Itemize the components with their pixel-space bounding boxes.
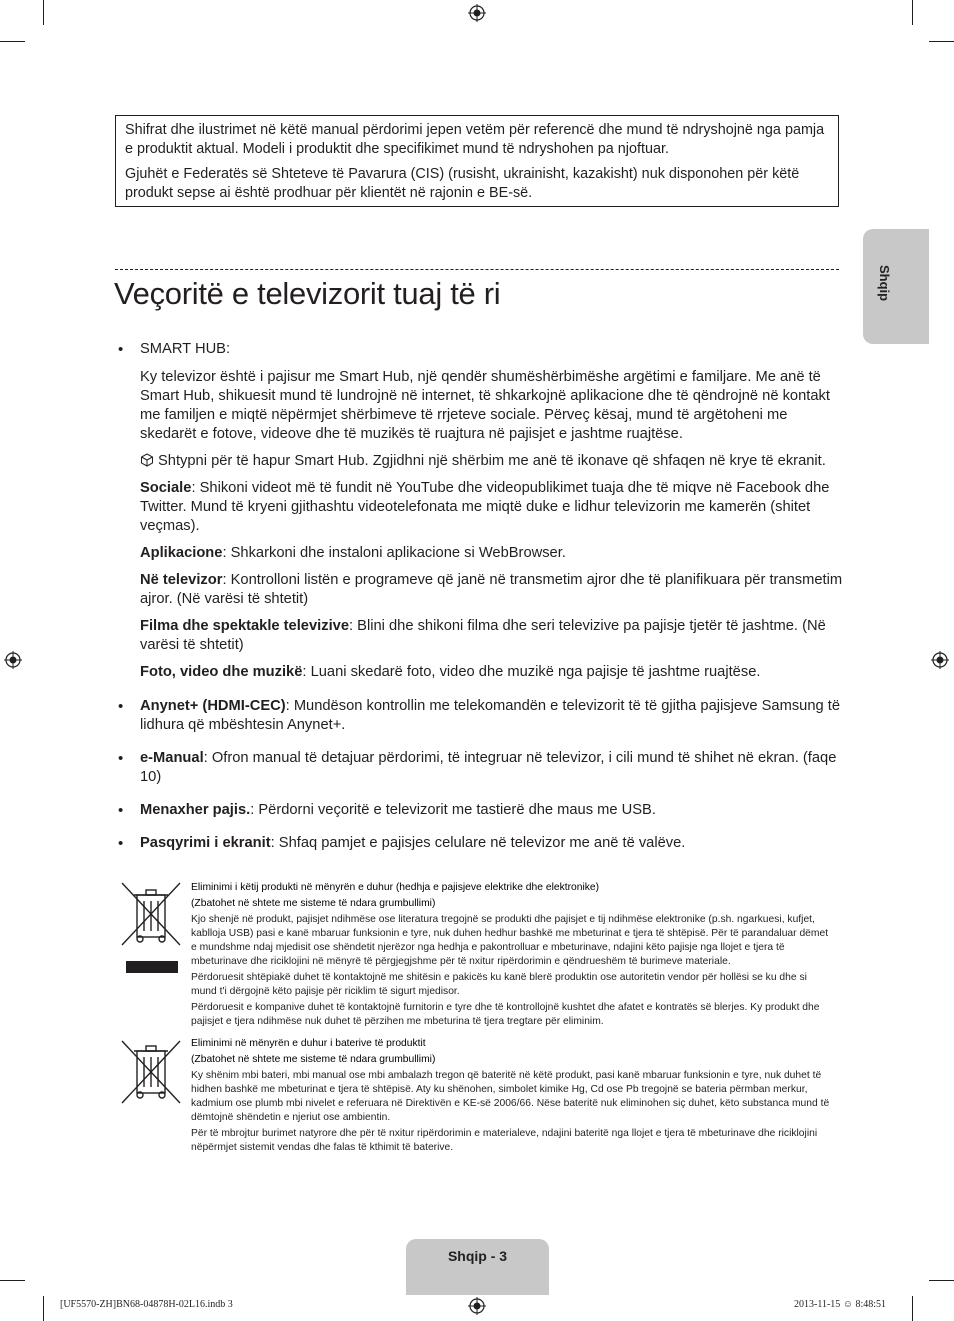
features-list (115, 340, 845, 853)
feature-colon: : (225, 341, 231, 357)
crop-mark (0, 41, 25, 42)
page-number: Shqip - 3 (447, 1248, 508, 1264)
weee-title: Eliminimi i këtij produkti në mënyrën e duhur (hedhja e pajisjeve elektrike dhe elektronike) (191, 882, 600, 893)
weee-battery-section (120, 1037, 840, 1162)
sub-item (140, 663, 845, 682)
notice-box (115, 115, 839, 207)
sub-item (140, 571, 845, 609)
feature-label: SMART HUB (140, 341, 226, 357)
registration-mark-icon (4, 651, 22, 669)
section-divider (115, 269, 839, 270)
smart-hub-icon (140, 453, 154, 467)
feature-label: Pasqyrimi i ekranit (140, 835, 271, 851)
crop-mark (0, 1280, 25, 1281)
weee-paragraph: Për të mbrojtur burimet natyrore dhe për të nxitur ripërdorimin e materialeve, ndajini bateritë nga llojet e tjera të mbeturinave dhe riciklojini nëpërmjet sistemit vendas dhe falas të kthimit të baterive. (191, 1128, 818, 1153)
crop-mark (929, 41, 954, 42)
sub-item (140, 479, 845, 536)
smart-hub-hint (140, 452, 845, 471)
weee-subtitle: (Zbatohet në shtete me sisteme të ndara grumbullimi) (191, 898, 436, 909)
registration-mark-icon (468, 1297, 486, 1315)
side-tab-label: Shqip (877, 265, 892, 302)
crossed-out-bin-icon (120, 881, 182, 977)
weee-product-section (120, 881, 840, 1033)
registration-mark-icon (931, 651, 949, 669)
notice-paragraph: Shifrat dhe ilustrimet në këtë manual përdorimi jepen vetëm për referencë dhe mund të ndryshojnë nga pamja e produktit aktual. Modeli i produktit dhe specifikimet mund të ndryshohen pa njoftuar. (125, 122, 825, 157)
weee-paragraph: Ky shënim mbi bateri, mbi manual ose mbi ambalazh tregon që bateritë në këtë produkt, pasi kanë mbaruar funksionin e tyre, nuk duhet të hidhen bashkë me mbeturinat e tjera të shtëpisë. Aty ku shënohen, simbolet kimike Hg, Cd ose Pb tregojnë se bateria përmban merkur, kadmium ose plumb mbi nivelet e referuara në Direktivën e KE-së 2006/66. Nëse bateritë nuk eliminohen siç duhet, këto substanca mund të dëmtojnë shëndetin e njeriut ose ambientin. (191, 1070, 830, 1123)
crop-mark (929, 1280, 954, 1281)
sub-item-text: : Blini dhe shikoni filma dhe seri televizive pa pajisje tjetër të jashtme. (Në varësi të shtetit) (140, 618, 826, 653)
sub-item-name: Në televizor (140, 572, 223, 588)
notice-paragraph: Gjuhët e Federatës së Shteteve të Pavarura (CIS) (rusisht, ukrainisht, kazakisht) nuk disponohen për këtë produkt sepse ai është prodhuar për klientët në rajonin e BE-së. (125, 166, 800, 201)
hint-text: Shtypni për të hapur Smart Hub. Zgjidhni një shërbim me anë të ikonave që shfaqen në krye të ekranit. (158, 453, 826, 469)
feature-label: Anynet+ (HDMI-CEC) (140, 698, 286, 714)
weee-paragraph: Kjo shenjë në produkt, pajisjet ndihmëse ose literatura tregojnë se produkti dhe pajisjet e tij ndihmëse elektronike (p.sh. ngarkuesi, kufjet, kablloja USB) pasi e kanë mbaruar funksionin e tyre, nuk duhen hedhur bashkë me mbeturinat e tjera të shtëpisë. Për të parandaluar dëmet e mundshme ndaj mjedisit ose shëndetit njerëzor nga hedhja e pakontrolluar e mbeturinave, ndajini këto pajisje nga llojet e tjera të mbeturinave dhe riciklojini në mënyrë të përgjegjshme për të nxitur ripërdorimin e qëndrueshëm të burimeve materiale. (191, 914, 829, 967)
print-timestamp: 2013-11-15 ☺ 8:48:51 (794, 1299, 887, 1310)
crossed-out-bin-icon (120, 1037, 182, 1109)
feature-label: e-Manual (140, 750, 204, 766)
weee-paragraph: Përdoruesit shtëpiakë duhet të kontaktojnë me shitësin e pakicës ku kanë blerë produktin ose autoritetin vendor për hollësi se ku dhe si mund t'i dërgojnë këto pajisje për riciklim të sigurt mjedisor. (191, 972, 807, 997)
print-file-info: [UF5570-ZH]BN68-04878H-02L16.indb 3 (60, 1299, 233, 1310)
list-item (115, 834, 845, 853)
weee-battery-text (191, 1037, 831, 1157)
page-title: Veçoritë e televizorit tuaj të ri (114, 276, 501, 311)
list-item (115, 340, 845, 682)
crop-mark (43, 0, 44, 25)
sub-item-text: : Kontrolloni listën e programeve që janë në transmetim ajror dhe të planifikuara për transmetim ajror. (Në varësi të shtetit) (140, 572, 843, 607)
crop-mark (43, 1296, 44, 1321)
feature-text: : Shfaq pamjet e pajisjes celulare në televizor me anë të valëve. (270, 835, 686, 851)
crop-mark (912, 1296, 913, 1321)
page-number-tab (406, 1239, 549, 1295)
sub-item-name: Aplikacione (140, 545, 223, 561)
crop-mark (912, 0, 913, 25)
sub-item (140, 544, 845, 563)
sub-item-name: Foto, video dhe muzikë (140, 664, 303, 680)
sub-item-text: : Luani skedarë foto, video dhe muzikë nga pajisje të jashtme ruajtëse. (302, 664, 761, 680)
list-item (115, 697, 845, 735)
sub-item (140, 617, 845, 655)
sub-item-name: Filma dhe spektakle televizive (140, 618, 349, 634)
weee-title: Eliminimi në mënyrën e duhur i baterive të produktit (191, 1038, 426, 1049)
sub-item-name: Sociale (140, 480, 192, 496)
list-item (115, 801, 845, 820)
feature-text: : Përdorni veçoritë e televizorit me tastierë dhe maus me USB. (250, 802, 656, 818)
registration-mark-icon (468, 4, 486, 22)
list-item (115, 749, 845, 787)
language-side-tab (863, 229, 929, 344)
weee-paragraph: Përdoruesit e kompanive duhet të kontaktojnë furnitorin e tyre dhe të kontrollojnë kushtet dhe afatet e kontratës së blerjes. Ky produkt dhe pajisjet e tjera ndihmëse nuk duhet të përzihen me mbeturina të tjera tregtare për eliminim. (191, 1002, 820, 1027)
weee-subtitle: (Zbatohet në shtete me sisteme të ndara grumbullimi) (191, 1054, 436, 1065)
sub-item-text: : Shikoni videot më të fundit në YouTube dhe videopublikimet tuaja dhe të miqve në Facebook dhe Twitter. Mund të kryeni gjithashtu videotelefonata me miqtë duke e lidhur televizorin me kamerën (shitet veçmas). (140, 480, 830, 534)
feature-description: Ky televizor është i pajisur me Smart Hub, një qendër shumëshërbimëshe argëtimi e familjare. Me anë të Smart Hub, shikuesit mund të lundrojnë në internet, të shkarkojnë aplikacione dhe të qëndrojnë në kontakt me familjen e miqtë nëpërmjet shërbimeve të rrjeteve sociale. Përveç kësaj, mund të argëtoheni me skedarët e fotove, videove dhe të muzikës të ruajtura në pajisjet e jashtme ruajtëse. (140, 369, 830, 442)
weee-product-text (191, 881, 831, 1031)
feature-text: : Ofron manual të detajuar përdorimi, të integruar në televizor, i cili mund të shihet në ekran. (faqe 10) (140, 750, 837, 785)
sub-item-text: : Shkarkoni dhe instaloni aplikacione si WebBrowser. (222, 545, 566, 561)
feature-label: Menaxher pajis. (140, 802, 251, 818)
feature-text: : Mundëson kontrollin me telekomandën e televizorit të të gjitha pajisjeve Samsung të lidhura që mbështesin Anynet+. (140, 698, 841, 733)
